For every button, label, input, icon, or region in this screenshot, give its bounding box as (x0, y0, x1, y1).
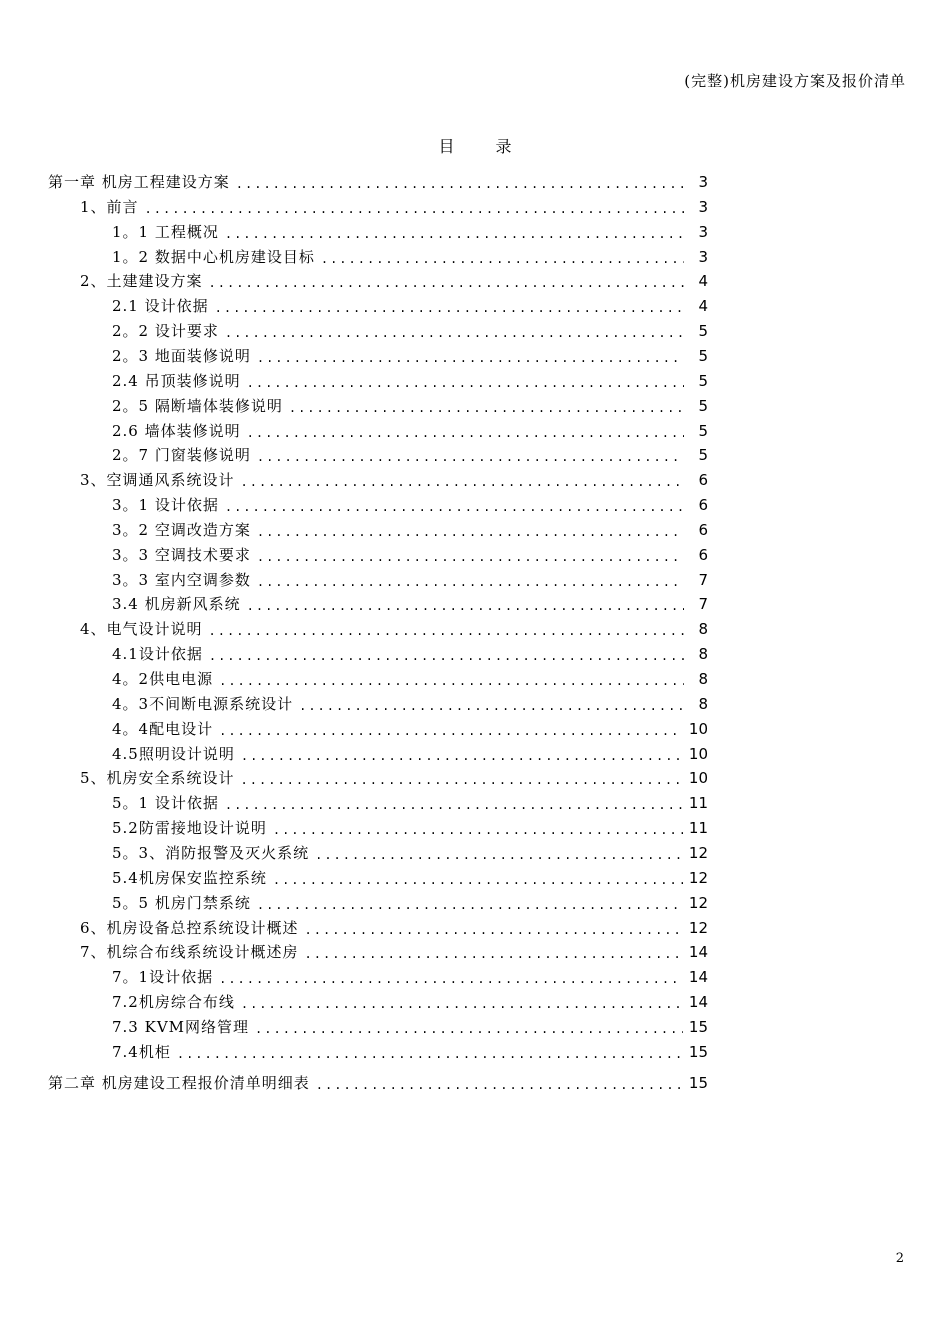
toc-entry[interactable] (112, 791, 708, 813)
toc-entry-label: 3。3 室内空调参数 (112, 570, 251, 589)
toc-dot-leader (215, 300, 684, 316)
toc-dot-leader (299, 698, 684, 714)
page-number: 2 (895, 1251, 904, 1266)
toc-dot-leader (236, 176, 684, 192)
toc-dot-leader (273, 822, 683, 838)
toc-entry-label: 4、电气设计说明 (80, 620, 203, 639)
running-header: (完整)机房建设方案及报价清单 (684, 72, 906, 90)
toc-entry-page-number: 6 (698, 471, 708, 490)
toc-entry-page-number: 3 (698, 197, 708, 216)
toc-dot-leader (225, 325, 684, 341)
toc-entry-page-number: 5 (698, 346, 708, 365)
toc-dot-leader (305, 922, 683, 938)
toc-entry-label: 2.4 吊顶装修说明 (112, 371, 241, 390)
toc-entry[interactable] (112, 1040, 708, 1062)
toc-dot-leader (177, 1046, 683, 1062)
toc-entry[interactable] (80, 916, 708, 938)
toc-entry-label: 3、空调通风系统设计 (80, 471, 235, 490)
toc-entry-label: 4。4配电设计 (112, 719, 214, 738)
toc-entry[interactable] (112, 419, 708, 441)
toc-entry-page-number: 3 (698, 173, 708, 191)
toc-entry[interactable] (80, 269, 708, 291)
toc-entry-label: 1、前言 (80, 197, 139, 216)
toc-dot-leader (247, 598, 684, 614)
toc-entry[interactable] (80, 195, 708, 217)
toc-entry-page-number: 15 (688, 1073, 708, 1092)
toc-entry[interactable] (112, 841, 708, 863)
toc-dot-leader (225, 797, 683, 813)
toc-dot-leader (241, 996, 683, 1012)
toc-entry[interactable] (112, 592, 708, 614)
toc-entry[interactable] (80, 617, 708, 639)
toc-entry-label: 5。1 设计依据 (112, 794, 219, 813)
toc-entry-page-number: 14 (688, 943, 708, 962)
toc-dot-leader (225, 499, 684, 515)
toc-entry-label: 2。3 地面装修说明 (112, 346, 251, 365)
toc-entry-page-number: 15 (688, 1017, 708, 1036)
toc-entry-page-number: 5 (698, 371, 708, 390)
toc-entry[interactable] (112, 220, 708, 242)
toc-entry[interactable] (112, 543, 708, 565)
toc-dot-leader (241, 772, 683, 788)
toc-entry-label: 7.2机房综合布线 (112, 993, 235, 1012)
toc-entry-page-number: 10 (688, 744, 708, 763)
toc-entry[interactable] (112, 344, 708, 366)
toc-entry[interactable] (112, 742, 708, 764)
toc-entry-page-number: 8 (698, 670, 708, 688)
toc-entry-label: 3。3 空调技术要求 (112, 545, 251, 564)
toc-entry[interactable] (112, 245, 708, 267)
toc-entry-label: 2。2 设计要求 (112, 322, 219, 341)
toc-dot-leader (219, 971, 683, 987)
toc-entry-label: 5.2防雷接地设计说明 (112, 819, 267, 838)
toc-entry-page-number: 5 (698, 322, 708, 341)
toc-entry-page-number: 5 (698, 396, 708, 415)
toc-entry-page-number: 10 (688, 719, 708, 738)
toc-entry[interactable] (112, 294, 708, 316)
toc-entry-label: 7.3 KVM网络管理 (112, 1017, 250, 1036)
toc-entry-label: 3。2 空调改造方案 (112, 520, 251, 539)
toc-entry-page-number: 5 (698, 421, 708, 440)
toc-dot-leader (241, 474, 684, 490)
toc-entry[interactable] (112, 319, 708, 341)
toc-entry-label: 4。3不间断电源系统设计 (112, 694, 294, 713)
toc-entry-page-number: 15 (688, 1042, 708, 1061)
toc-dot-leader (209, 623, 684, 639)
toc-entry-page-number: 7 (698, 570, 708, 589)
toc-entry[interactable] (112, 1015, 708, 1037)
toc-entry-page-number: 4 (698, 272, 708, 291)
toc-entry[interactable] (112, 891, 708, 913)
toc-dot-leader (257, 549, 684, 565)
toc-dot-leader (225, 226, 684, 242)
toc-entry-label: 3。1 设计依据 (112, 496, 219, 515)
toc-dot-leader (219, 673, 684, 689)
toc-dot-leader (241, 748, 683, 764)
toc-entry[interactable] (112, 692, 708, 714)
toc-dot-leader (257, 897, 683, 913)
toc-entry-label: 7.4机柜 (112, 1042, 171, 1061)
toc-entry-label: 第一章 机房工程建设方案 (48, 173, 230, 191)
toc-entry[interactable] (112, 965, 708, 987)
toc-entry-page-number: 14 (688, 993, 708, 1012)
toc-entry[interactable] (112, 518, 708, 540)
toc-entry-page-number: 10 (688, 769, 708, 788)
toc-entry-page-number: 5 (698, 446, 708, 465)
toc-entry[interactable] (112, 717, 708, 739)
toc-entry[interactable] (112, 990, 708, 1012)
toc-entry-label: 1。1 工程概况 (112, 222, 219, 241)
toc-entry[interactable] (112, 443, 708, 465)
toc-entry[interactable] (112, 493, 708, 515)
toc-dot-leader (273, 872, 683, 888)
toc-entry-page-number: 8 (698, 694, 708, 713)
toc-entry-page-number: 12 (688, 843, 708, 862)
toc-dot-leader (145, 201, 684, 217)
toc-entry-label: 2.1 设计依据 (112, 297, 209, 316)
toc-dot-leader (255, 1021, 683, 1037)
toc-entry-page-number: 8 (698, 645, 708, 664)
toc-entry-page-number: 3 (698, 247, 708, 266)
toc-dot-leader (209, 648, 684, 664)
toc-dot-leader (247, 375, 684, 391)
toc-entry[interactable] (112, 568, 708, 590)
toc-entry-label: 第二章 机房建设工程报价清单明细表 (48, 1073, 310, 1092)
toc-dot-leader (305, 946, 683, 962)
toc-entry-label: 4。2供电电源 (112, 670, 214, 688)
toc-dot-leader (289, 400, 684, 416)
toc-entry-page-number: 14 (688, 968, 708, 987)
toc-entry-label: 5.4机房保安监控系统 (112, 868, 267, 887)
toc-entry-label: 5、机房安全系统设计 (80, 769, 235, 788)
toc-entry-page-number: 12 (688, 868, 708, 887)
toc-entry-label: 6、机房设备总控系统设计概述 (80, 918, 299, 937)
toc-entry[interactable] (112, 394, 708, 416)
toc-entry[interactable] (112, 866, 708, 888)
toc-dot-leader (257, 524, 684, 540)
toc-entry[interactable] (48, 170, 708, 192)
toc-entry[interactable] (48, 1071, 708, 1093)
toc-entry[interactable] (112, 667, 708, 689)
toc-title: 目 录 (438, 137, 530, 156)
toc-entry-label: 7、机综合布线系统设计概述房 (80, 943, 299, 962)
toc-entry[interactable] (80, 940, 708, 962)
toc-entry-label: 7。1设计依据 (112, 968, 214, 987)
toc-dot-leader (209, 275, 684, 291)
toc-entry-label: 4.1设计依据 (112, 645, 203, 664)
toc-entry-page-number: 6 (698, 496, 708, 515)
toc-entry-page-number: 11 (688, 819, 708, 838)
toc-dot-leader (315, 847, 683, 863)
toc-entry-label: 2。7 门窗装修说明 (112, 446, 251, 465)
toc-entry[interactable] (112, 369, 708, 391)
toc-dot-leader (257, 449, 684, 465)
toc-dot-leader (257, 574, 684, 590)
toc-entry-page-number: 4 (698, 297, 708, 316)
toc-entry-label: 2、土建建设方案 (80, 272, 203, 291)
toc-entry-label: 3.4 机房新风系统 (112, 595, 241, 614)
toc-entry[interactable] (112, 816, 708, 838)
toc-entry-label: 2.6 墙体装修说明 (112, 421, 241, 440)
toc-entry-label: 2。5 隔断墙体装修说明 (112, 396, 283, 415)
toc-dot-leader (321, 251, 684, 267)
toc-entry-label: 4.5照明设计说明 (112, 744, 235, 763)
toc-dot-leader (247, 425, 684, 441)
toc-entry-label: 5。5 机房门禁系统 (112, 893, 251, 912)
toc-entry-page-number: 7 (698, 595, 708, 614)
toc-dot-leader (219, 723, 683, 739)
toc-entry[interactable] (80, 766, 708, 788)
toc-entry-page-number: 11 (688, 794, 708, 813)
toc-entry[interactable] (112, 642, 708, 664)
toc-dot-leader (316, 1077, 683, 1093)
toc-entry-page-number: 6 (698, 520, 708, 539)
toc-entry-page-number: 8 (698, 620, 708, 639)
toc-entry-label: 5。3、消防报警及灭火系统 (112, 843, 310, 862)
toc-entry-page-number: 3 (698, 222, 708, 241)
toc-entry-page-number: 12 (688, 918, 708, 937)
toc-entry[interactable] (80, 468, 708, 490)
toc-entry-page-number: 6 (698, 545, 708, 564)
toc-entry-label: 1。2 数据中心机房建设目标 (112, 247, 315, 266)
toc-dot-leader (257, 350, 684, 366)
toc-entry-page-number: 12 (688, 893, 708, 912)
